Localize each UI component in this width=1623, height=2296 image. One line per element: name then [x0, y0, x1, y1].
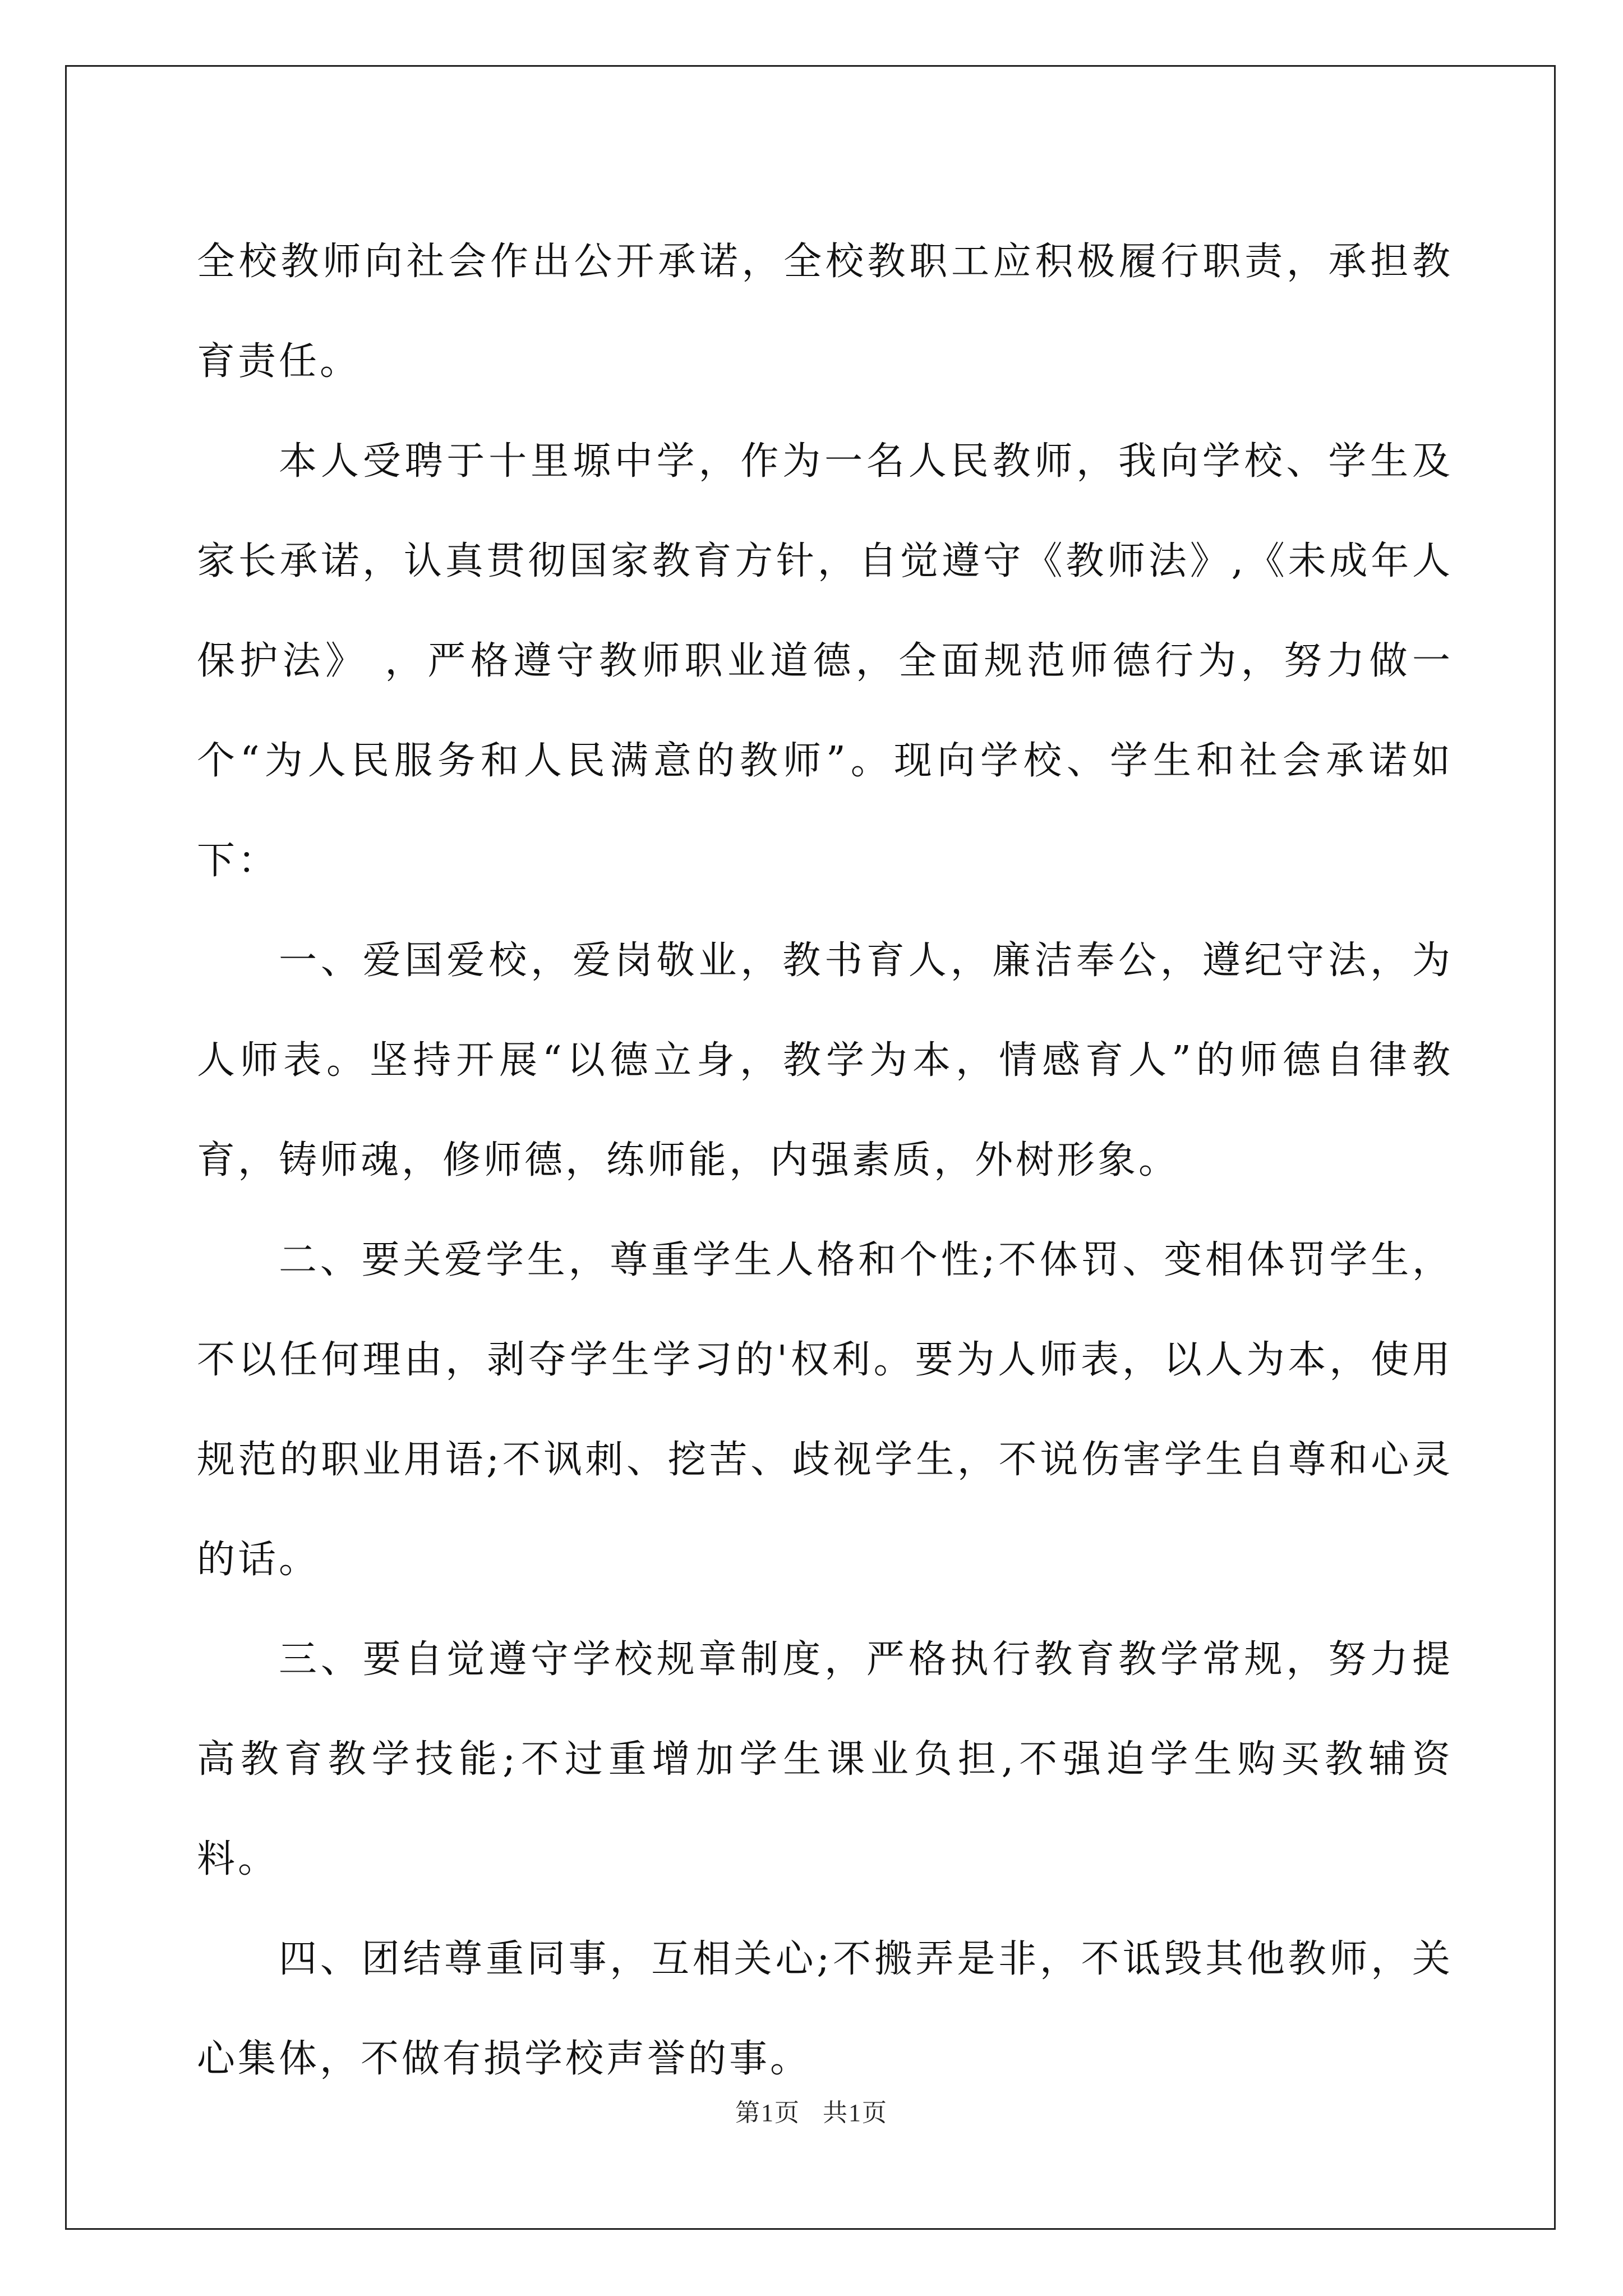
paragraph-item-4: 四、团结尊重同事，互相关心;不搬弄是非，不诋毁其他教师，关心集体，不做有损学校声誉的事。 [197, 1937, 1453, 2081]
page-footer [0, 2092, 1623, 2128]
document-body [197, 212, 1453, 2109]
paragraph-item-3: 三、要自觉遵守学校规章制度，严格执行教育教学常规，努力提高教育教学技能;不过重增加学生课业负担,不强迫学生购买教辅资料。 [197, 1637, 1453, 1881]
paragraph-item-1: 一、爱国爱校，爱岗敬业，教书育人，廉洁奉公，遵纪守法，为人师表。坚持开展“以德立身，教学为本，情感育人”的师德自律教育，铸师魂，修师德，练师能，内强素质，外树形象。 [197, 938, 1453, 1182]
page-total: 共1页 [823, 2099, 888, 2127]
paragraph-item-2: 二、要关爱学生，尊重学生人格和个性;不体罚、变相体罚学生，不以任何理由，剥夺学生学习的'权利。要为人师表，以人为本，使用规范的职业用语;不讽刺、挖苦、歧视学生，不说伤害学生自尊和心灵的话。 [197, 1238, 1453, 1582]
paragraph-pledge: 本人受聘于十里塬中学，作为一名人民教师，我向学校、学生及家长承诺，认真贯彻国家教育方针，自觉遵守《教师法》,《未成年人保护法》 ，严格遵守教师职业道德，全面规范师德行为，努力做一个“为人民服务和人民满意的教师”。现向学校、学生和社会承诺如下： [197, 439, 1453, 883]
paragraph-intro: 全校教师向社会作出公开承诺，全校教职工应积极履行职责，承担教育责任。 [197, 240, 1453, 384]
page-number: 第1页 [735, 2099, 800, 2127]
